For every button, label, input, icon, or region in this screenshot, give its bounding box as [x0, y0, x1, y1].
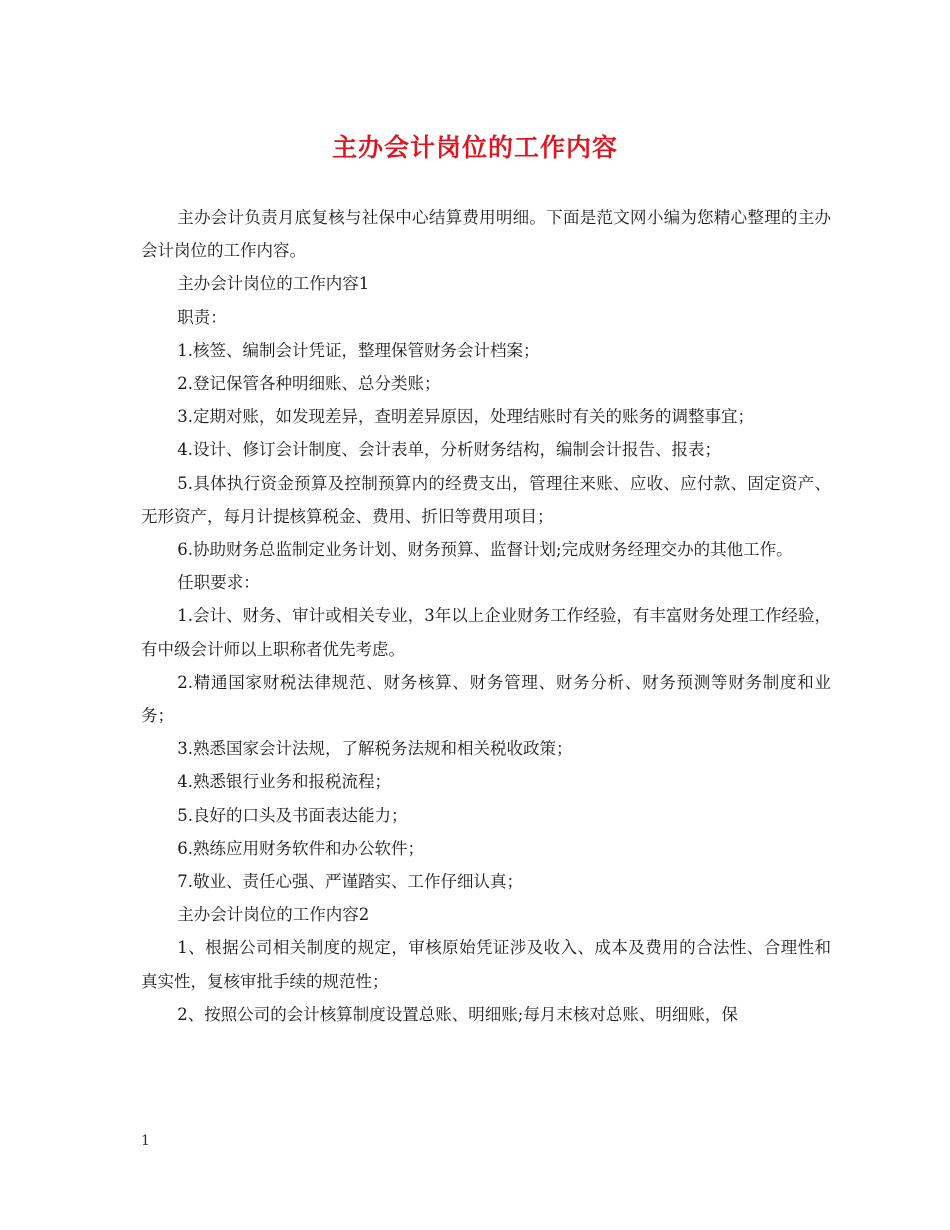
- content-item: 2、按照公司的会计核算制度设置总账、明细账;每月末核对总账、明细账，保: [177, 1004, 738, 1024]
- document-title: 主办会计岗位的工作内容: [331, 133, 618, 162]
- duty-item: 3.定期对账，如发现差异，查明差异原因，处理结账时有关的账务的调整事宜；: [177, 407, 755, 427]
- duty-item: 4.设计、修订会计制度、会计表单，分析财务结构，编制会计报告、报表；: [177, 440, 722, 460]
- document-body: [141, 201, 831, 1031]
- duties-label: 职责：: [177, 307, 227, 327]
- requirement-item: 7.敬业、责任心强、严谨踏实、工作仔细认真；: [177, 872, 524, 892]
- requirement-item: 2.精通国家财税法律规范、财务核算、财务管理、财务分析、财务预测等财务制度和业务；: [141, 672, 831, 726]
- duty-item: 5.具体执行资金预算及控制预算内的经费支出，管理往来账、应收、应付款、固定资产、无形资产，每月计提核算税金、费用、折旧等费用项目；: [141, 473, 831, 526]
- requirement-item: 4.熟悉银行业务和报税流程；: [177, 772, 392, 792]
- section-heading-2: 主办会计岗位的工作内容2: [177, 905, 370, 925]
- section-heading-1: 主办会计岗位的工作内容1: [177, 274, 370, 294]
- requirement-item: 5.良好的口头及书面表达能力；: [177, 805, 408, 825]
- content-item: 1、根据公司相关制度的规定，审核原始凭证涉及收入、成本及费用的合法性、合理性和真实性，复核审批手续的规范性；: [141, 938, 831, 991]
- duty-item: 1.核签、编制会计凭证，整理保管财务会计档案；: [177, 340, 540, 360]
- duty-item: 2.登记保管各种明细账、总分类账；: [177, 374, 441, 394]
- requirement-item: 1.会计、财务、审计或相关专业，3年以上企业财务工作经验，有丰富财务处理工作经验，有中级会计师以上职称者优先考虑。: [141, 606, 831, 659]
- requirements-label: 任职要求：: [177, 573, 260, 593]
- intro-paragraph: 主办会计负责月底复核与社保中心结算费用明细。下面是范文网小编为您精心整理的主办会计岗位的工作内容。: [141, 208, 831, 261]
- duty-item: 6.协助财务总监制定业务计划、财务预算、监督计划;完成财务经理交办的其他工作。: [177, 540, 793, 560]
- requirement-item: 3.熟悉国家会计法规，了解税务法规和相关税收政策；: [177, 739, 573, 759]
- page-number: 1: [141, 1133, 150, 1149]
- requirement-item: 6.熟练应用财务软件和办公软件；: [177, 838, 425, 858]
